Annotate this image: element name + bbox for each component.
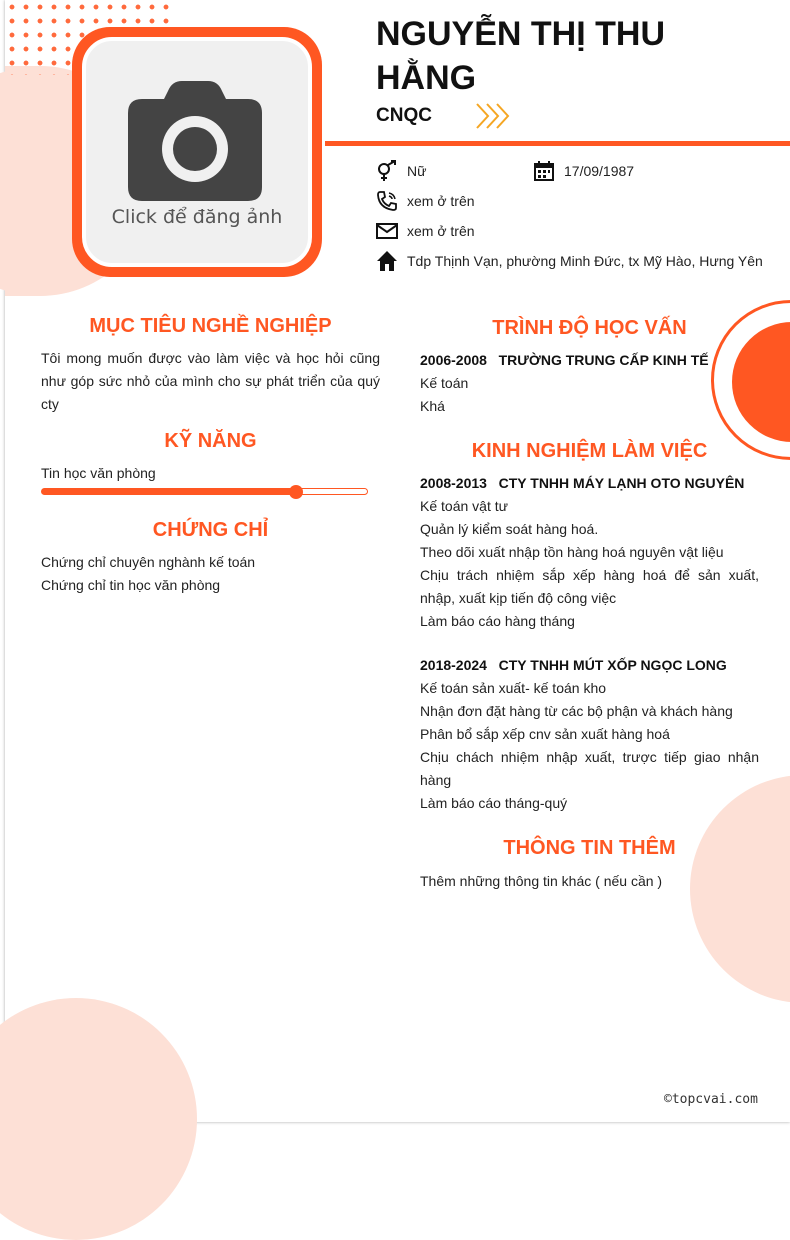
calendar-icon bbox=[533, 160, 555, 182]
education-major: Kế toán bbox=[420, 375, 469, 391]
address-value: Tdp Thịnh Vạn, phường Minh Đức, tx Mỹ Hào, Hưng Yên bbox=[407, 253, 763, 269]
header-divider bbox=[325, 141, 790, 146]
education-header bbox=[420, 349, 759, 372]
objective-text: Tôi mong muốn được vào làm việc và học hỏi cũng như góp sức nhỏ của mình cho sự phát triển của quý cty bbox=[41, 350, 380, 412]
experience-period: 2008-2013 bbox=[420, 475, 487, 491]
gender-value: Nữ bbox=[407, 163, 427, 179]
experience-line: Quản lý kiểm soát hàng hoá. bbox=[420, 521, 599, 537]
extra-info-text: Thêm những thông tin khác ( nếu cần ) bbox=[420, 873, 663, 889]
experience-line: Theo dõi xuất nhập tồn hàng hoá nguyên vật liệu bbox=[420, 544, 724, 560]
experience-company: CTY TNHH MÚT XỐP NGỌC LONG bbox=[498, 657, 727, 673]
experience-line: Kế toán vật tư bbox=[420, 498, 508, 514]
certificates-list bbox=[41, 551, 380, 597]
skills-heading: KỸ NĂNG bbox=[164, 430, 257, 452]
job-title: CNQC bbox=[376, 105, 432, 126]
experience-line: Chịu chách nhiệm nhập xuất, trược tiếp giao nhận hàng bbox=[420, 749, 759, 788]
experience-line: Làm báo cáo tháng-quý bbox=[420, 795, 568, 811]
certificates-heading: CHỨNG CHỈ bbox=[152, 519, 269, 541]
home-icon bbox=[376, 250, 398, 272]
upload-photo-label[interactable]: Click để đăng ảnh bbox=[111, 206, 283, 228]
education-heading: TRÌNH ĐỘ HỌC VẤN bbox=[492, 317, 687, 339]
experience-line: Phân bổ sắp xếp cnv sản xuất hàng hoá bbox=[420, 726, 670, 742]
avatar-placeholder[interactable] bbox=[82, 37, 312, 267]
gender-icon bbox=[376, 160, 398, 182]
skill-level-fill bbox=[42, 489, 296, 494]
skill-level-knob bbox=[289, 485, 303, 499]
dob-row bbox=[533, 160, 634, 182]
certificate-item: Chứng chỉ tin học văn phòng bbox=[41, 577, 221, 593]
chevrons-icon bbox=[474, 101, 516, 131]
experience-company: CTY TNHH MÁY LẠNH OTO NGUYÊN bbox=[498, 475, 745, 491]
experience-period: 2018-2024 bbox=[420, 657, 487, 673]
skill-level-bar bbox=[41, 488, 368, 495]
email-value: xem ở trên bbox=[407, 223, 475, 239]
objective-heading: MỤC TIÊU NGHỀ NGHIỆP bbox=[89, 315, 332, 337]
experience-line: Chịu trách nhiệm sắp xếp hàng hoá để sản xuất, nhập, xuất kịp tiến độ công việc bbox=[420, 567, 759, 606]
full-name: NGUYỄN THỊ THU HẰNG bbox=[376, 15, 665, 97]
email-icon bbox=[376, 220, 398, 242]
experience-header bbox=[420, 654, 759, 677]
dob-value: 17/09/1987 bbox=[564, 163, 635, 179]
phone-value: xem ở trên bbox=[407, 193, 475, 209]
watermark: ©topcvai.com bbox=[664, 1092, 758, 1107]
experience-item bbox=[420, 472, 759, 633]
address-row bbox=[376, 250, 763, 272]
experience-line: Kế toán sản xuất- kế toán kho bbox=[420, 680, 607, 696]
email-row bbox=[376, 220, 475, 242]
education-grade: Khá bbox=[420, 398, 445, 414]
avatar-upload[interactable] bbox=[72, 27, 322, 277]
education-school: TRƯỜNG TRUNG CẤP KINH TẾ bbox=[498, 352, 709, 368]
experience-line: Làm báo cáo hàng tháng bbox=[420, 613, 575, 629]
education-period: 2006-2008 bbox=[420, 352, 487, 368]
experience-header bbox=[420, 472, 759, 495]
education-item bbox=[420, 349, 759, 418]
phone-row bbox=[376, 190, 475, 212]
experience-heading: KINH NGHIỆM LÀM VIỆC bbox=[471, 440, 708, 462]
experience-line: Nhận đơn đặt hàng từ các bộ phận và khách hàng bbox=[420, 703, 733, 719]
certificate-item: Chứng chỉ chuyên nghành kế toán bbox=[41, 554, 256, 570]
experience-item bbox=[420, 654, 759, 815]
skill-name: Tin học văn phòng bbox=[41, 465, 156, 481]
extra-info-heading: THÔNG TIN THÊM bbox=[503, 837, 676, 859]
gender-row bbox=[376, 160, 426, 182]
camera-icon bbox=[128, 81, 262, 201]
phone-icon bbox=[376, 190, 398, 212]
